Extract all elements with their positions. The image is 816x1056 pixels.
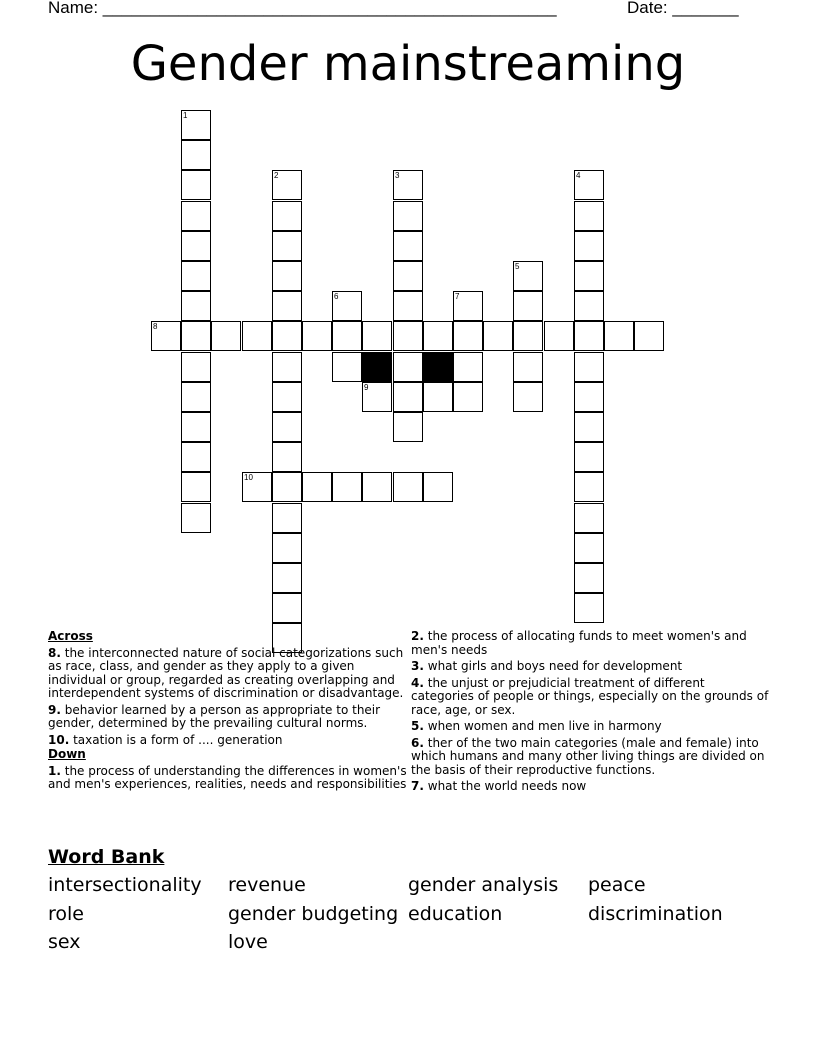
- clue-number-label: 8: [153, 322, 158, 331]
- grid-cell[interactable]: [272, 352, 302, 382]
- grid-cell[interactable]: [574, 261, 604, 291]
- grid-cell[interactable]: [393, 412, 423, 442]
- clue-number-label: 2: [274, 171, 279, 180]
- grid-cell[interactable]: [181, 472, 211, 502]
- grid-cell[interactable]: [393, 352, 423, 382]
- grid-cell[interactable]: [513, 321, 543, 351]
- word-bank-item: love: [228, 931, 268, 953]
- clue-number: 1.: [48, 763, 61, 778]
- grid-cell[interactable]: [272, 503, 302, 533]
- grid-cell[interactable]: [211, 321, 241, 351]
- word-bank-item: sex: [48, 931, 81, 953]
- grid-cell[interactable]: [574, 563, 604, 593]
- grid-cell[interactable]: [453, 382, 483, 412]
- clue-down-4: [411, 677, 771, 718]
- grid-cell[interactable]: [574, 170, 604, 200]
- word-bank-item: gender analysis: [408, 874, 559, 896]
- grid-cell[interactable]: [362, 321, 392, 351]
- clue-down-1: [48, 765, 408, 792]
- grid-cell[interactable]: [393, 472, 423, 502]
- clue-down-7: [411, 780, 771, 794]
- grid-cell[interactable]: [634, 321, 664, 351]
- grid-cell[interactable]: [574, 472, 604, 502]
- clue-text: when women and men live in harmony: [427, 719, 662, 733]
- grid-cell[interactable]: [181, 442, 211, 472]
- grid-cell[interactable]: [181, 382, 211, 412]
- clue-text: ther of the two main categories (male and female) into which humans and many other living things are divided on the basis of their reproductive functions.: [411, 735, 765, 777]
- grid-cell[interactable]: [393, 291, 423, 321]
- clue-number-label: 5: [515, 262, 520, 271]
- grid-cell[interactable]: [332, 352, 362, 382]
- name-field[interactable]: Name: ________________________________________________: [48, 0, 557, 17]
- grid-cell[interactable]: [393, 321, 423, 351]
- clue-down-6: [411, 737, 771, 778]
- grid-cell[interactable]: [181, 261, 211, 291]
- grid-cell[interactable]: [181, 201, 211, 231]
- clue-number: 9.: [48, 702, 61, 717]
- word-bank-item: intersectionality: [48, 874, 202, 896]
- grid-cell[interactable]: [181, 321, 211, 351]
- grid-cell[interactable]: [574, 382, 604, 412]
- clue-number: 5.: [411, 719, 424, 733]
- grid-cell[interactable]: [393, 170, 423, 200]
- grid-cell[interactable]: [393, 382, 423, 412]
- grid-cell[interactable]: [181, 110, 211, 140]
- grid-cell[interactable]: [453, 321, 483, 351]
- grid-cell[interactable]: [272, 382, 302, 412]
- grid-cell[interactable]: [483, 321, 513, 351]
- grid-cell[interactable]: [181, 503, 211, 533]
- grid-block: [362, 352, 392, 382]
- clue-text: behavior learned by a person as appropriate to their gender, determined by the prevailing cultural norms.: [48, 702, 381, 730]
- grid-cell[interactable]: [544, 321, 574, 351]
- clue-text: the unjust or prejudicial treatment of different categories of people or things, especially on the grounds of race, age, or sex.: [411, 675, 769, 717]
- clue-number: 3.: [411, 659, 424, 673]
- grid-cell[interactable]: [272, 563, 302, 593]
- clue-down-3: [411, 660, 771, 674]
- clue-across-9: [48, 704, 408, 731]
- page-title: Gender mainstreaming: [130, 36, 686, 92]
- grid-cell[interactable]: [181, 231, 211, 261]
- word-bank-item: peace: [588, 874, 646, 896]
- grid-cell[interactable]: [272, 472, 302, 502]
- grid-cell[interactable]: [272, 291, 302, 321]
- grid-cell[interactable]: [272, 442, 302, 472]
- grid-cell[interactable]: [181, 140, 211, 170]
- grid-cell[interactable]: [302, 472, 332, 502]
- word-bank-item: revenue: [228, 874, 306, 896]
- grid-cell[interactable]: [393, 231, 423, 261]
- grid-cell[interactable]: [574, 503, 604, 533]
- grid-cell[interactable]: [574, 352, 604, 382]
- grid-cell[interactable]: [574, 412, 604, 442]
- grid-cell[interactable]: [302, 321, 332, 351]
- grid-cell[interactable]: [332, 321, 362, 351]
- grid-cell[interactable]: [423, 382, 453, 412]
- grid-cell[interactable]: [272, 170, 302, 200]
- grid-cell[interactable]: [393, 261, 423, 291]
- clue-number: 4.: [411, 675, 424, 690]
- word-bank-item: discrimination: [588, 902, 723, 925]
- grid-cell[interactable]: [181, 412, 211, 442]
- grid-cell[interactable]: [574, 442, 604, 472]
- grid-cell[interactable]: [423, 472, 453, 502]
- grid-block: [423, 352, 453, 382]
- clue-across-10: [48, 734, 408, 748]
- grid-cell[interactable]: [362, 382, 392, 412]
- grid-cell[interactable]: [362, 472, 392, 502]
- clue-text: what girls and boys need for development: [427, 659, 683, 673]
- clue-text: the process of allocating funds to meet women's and men's needs: [411, 629, 747, 657]
- clues-right-column: [411, 630, 771, 797]
- word-bank-title: Word Bank: [48, 846, 165, 868]
- grid-cell[interactable]: [513, 291, 543, 321]
- clue-text: what the world needs now: [427, 779, 587, 793]
- clues-left-column: [48, 630, 408, 795]
- clue-text: taxation is a form of .... generation: [73, 732, 283, 747]
- across-heading: Across: [48, 629, 93, 643]
- grid-cell[interactable]: [181, 291, 211, 321]
- clue-text: the interconnected nature of social categorizations such as race, class, and gender as they apply to a given individual or group, regarded as creating overlapping and interdependent systems of discrimination or disadvantage.: [48, 645, 404, 700]
- grid-cell[interactable]: [513, 382, 543, 412]
- grid-cell[interactable]: [332, 472, 362, 502]
- grid-cell[interactable]: [151, 321, 181, 351]
- grid-cell[interactable]: [574, 321, 604, 351]
- word-bank-item: education: [408, 902, 503, 925]
- grid-cell[interactable]: [574, 201, 604, 231]
- clue-number-label: 10: [244, 473, 253, 482]
- grid-cell[interactable]: [272, 261, 302, 291]
- clue-number-label: 9: [364, 383, 369, 392]
- down-heading: Down: [48, 747, 86, 761]
- grid-cell[interactable]: [574, 231, 604, 261]
- grid-cell[interactable]: [242, 321, 272, 351]
- clue-number-label: 6: [334, 292, 339, 301]
- word-bank-item: role: [48, 902, 84, 925]
- grid-cell[interactable]: [574, 291, 604, 321]
- clue-number-label: 1: [183, 111, 188, 120]
- clue-number: 7.: [411, 779, 424, 793]
- clue-down-5: [411, 720, 771, 734]
- date-field[interactable]: Date: _______: [627, 0, 739, 17]
- clue-number: 2.: [411, 629, 424, 643]
- word-bank: [48, 846, 778, 954]
- clue-text: the process of understanding the differences in women's and men's experiences, realities, needs and responsibilities: [48, 763, 407, 791]
- grid-cell[interactable]: [242, 472, 272, 502]
- grid-cell[interactable]: [272, 412, 302, 442]
- grid-cell[interactable]: [272, 321, 302, 351]
- grid-cell[interactable]: [604, 321, 634, 351]
- clue-number-label: 3: [395, 171, 400, 180]
- clue-number: 8.: [48, 645, 61, 660]
- grid-cell[interactable]: [272, 231, 302, 261]
- word-bank-list: [48, 874, 778, 954]
- grid-cell[interactable]: [181, 352, 211, 382]
- grid-cell[interactable]: [453, 291, 483, 321]
- grid-cell[interactable]: [513, 261, 543, 291]
- clue-number: 10.: [48, 732, 70, 747]
- grid-cell[interactable]: [574, 533, 604, 563]
- clue-number-label: 7: [455, 292, 460, 301]
- grid-cell[interactable]: [272, 593, 302, 623]
- grid-cell[interactable]: [393, 201, 423, 231]
- grid-cell[interactable]: [181, 170, 211, 200]
- grid-cell[interactable]: [513, 352, 543, 382]
- clue-down-2: [411, 630, 771, 657]
- grid-cell[interactable]: [453, 352, 483, 382]
- grid-cell[interactable]: [423, 321, 453, 351]
- grid-cell[interactable]: [272, 201, 302, 231]
- clue-number-label: 4: [576, 171, 581, 180]
- clue-number: 6.: [411, 735, 424, 750]
- grid-cell[interactable]: [574, 593, 604, 623]
- word-bank-item: gender budgeting: [228, 902, 399, 925]
- grid-cell[interactable]: [332, 291, 362, 321]
- clue-across-8: [48, 647, 408, 701]
- grid-cell[interactable]: [272, 533, 302, 563]
